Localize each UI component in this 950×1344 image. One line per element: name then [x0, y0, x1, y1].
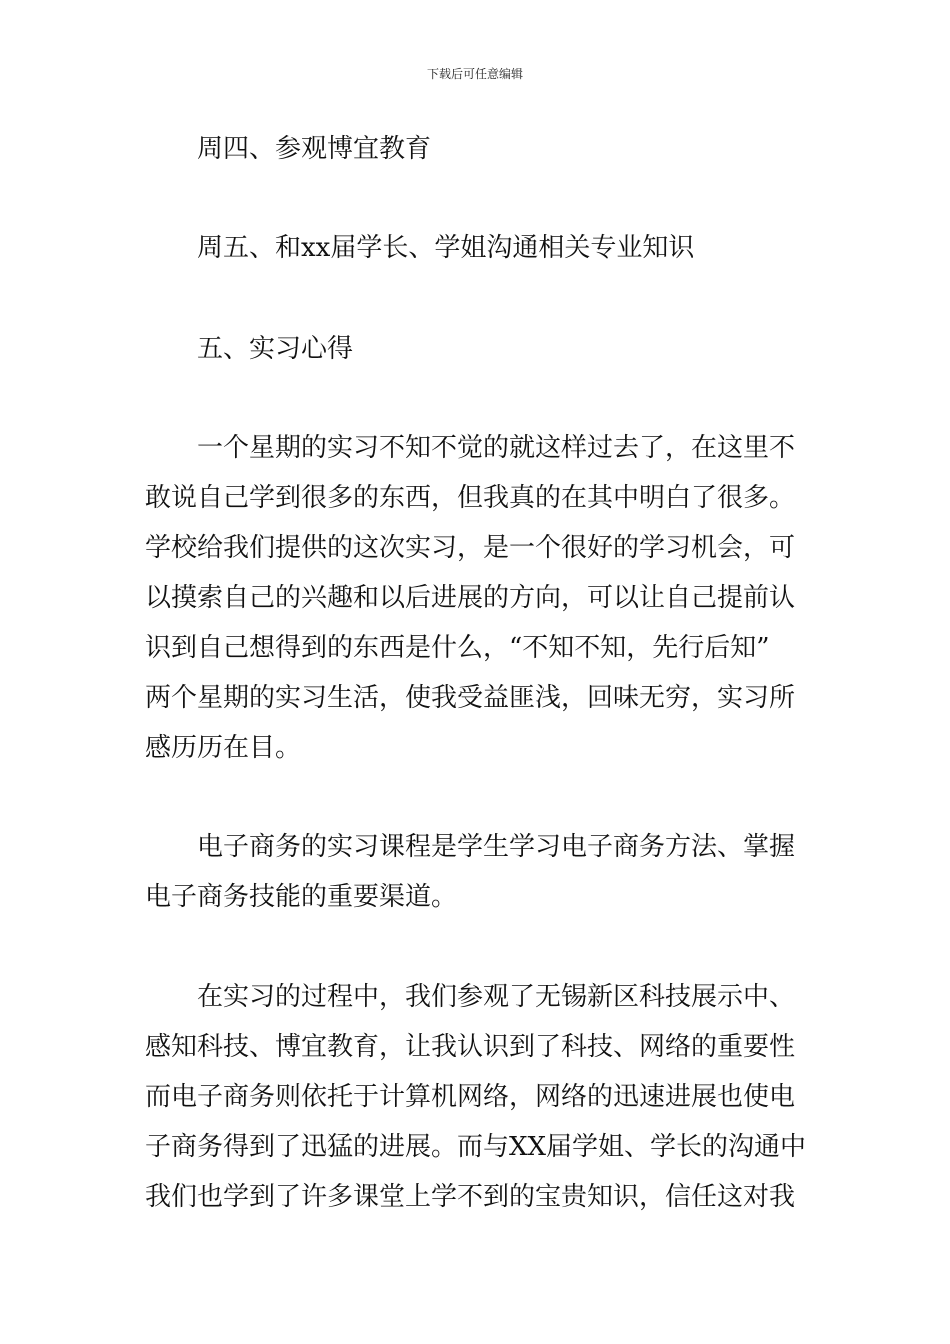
paragraph-line: 我们也学到了许多课堂上学不到的宝贵知识，信任这对我	[145, 1182, 796, 1212]
paragraph-line: 电子商务技能的重要渠道。	[145, 882, 458, 912]
section-heading: 五、实习心得	[197, 334, 354, 364]
paragraph-line: 两个星期的实习生活，使我受益匪浅，回味无穷，实习所	[145, 683, 796, 713]
paragraph-line: 以摸索自己的兴趣和以后进展的方向，可以让自己提前认	[145, 583, 796, 613]
page-header: 下载后可任意编辑	[426, 67, 523, 81]
paragraph-line: 子商务得到了迅猛的进展。而与XX届学姐、学长的沟通中	[145, 1132, 807, 1162]
paragraph-line: 在实习的过程中，我们参观了无锡新区科技展示中、	[197, 982, 796, 1012]
paragraph-line: 识到自己想得到的东西是什么，“不知不知，先行后知”	[145, 633, 770, 663]
paragraph-line: 感知科技、博宜教育，让我认识到了科技、网络的重要性	[145, 1032, 796, 1062]
thursday-line: 周四、参观博宜教育	[197, 134, 432, 164]
paragraph-line: 感历历在目。	[145, 733, 302, 763]
paragraph-line: 敢说自己学到很多的东西，但我真的在其中明白了很多。	[145, 483, 796, 513]
paragraph-line: 一个星期的实习不知不觉的就这样过去了，在这里不	[197, 433, 796, 463]
paragraph-line: 而电子商务则依托于计算机网络，网络的迅速进展也使电	[145, 1082, 796, 1112]
paragraph-line: 学校给我们提供的这次实习，是一个很好的学习机会，可	[145, 533, 796, 563]
friday-line: 周五、和xx届学长、学姐沟通相关专业知识	[197, 233, 695, 263]
paragraph-line: 电子商务的实习课程是学生学习电子商务方法、掌握	[197, 832, 796, 862]
